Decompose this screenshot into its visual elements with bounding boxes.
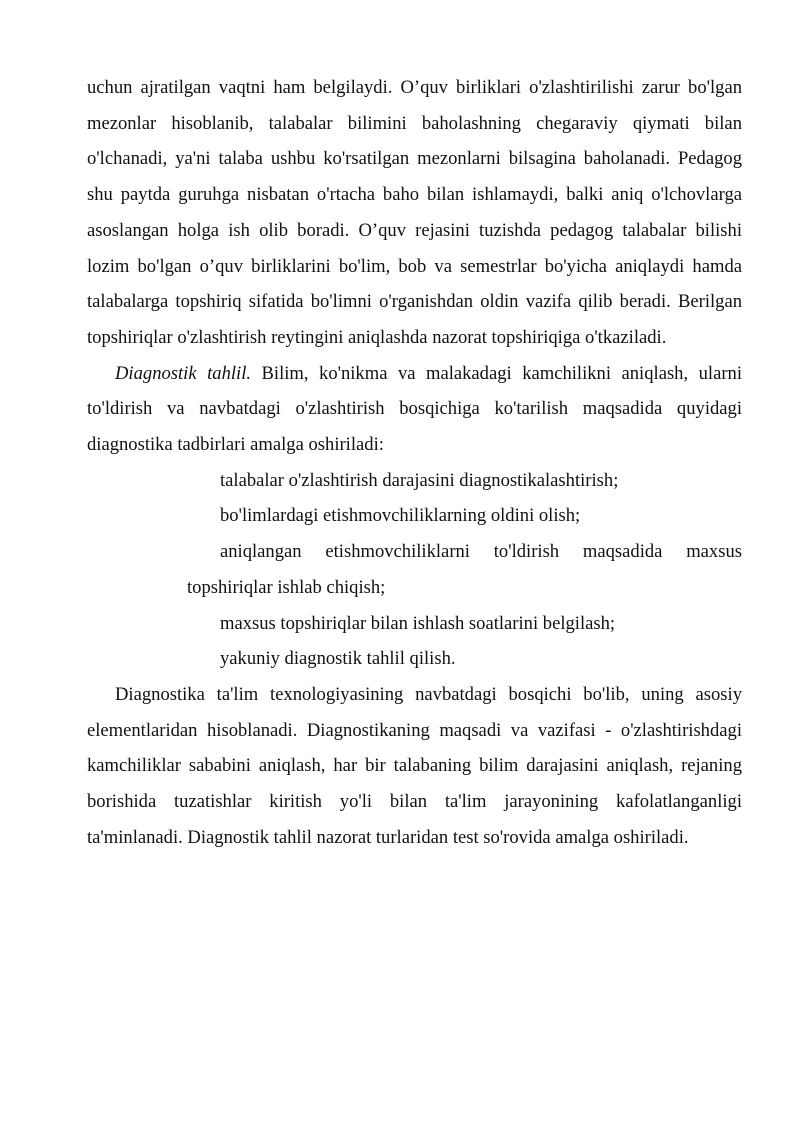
paragraph-2 — [87, 356, 742, 463]
document-page — [87, 70, 742, 855]
diagnostic-measures-list — [87, 463, 742, 677]
paragraph-3: Diagnostika ta'lim texnologiyasining navbatdagi bosqichi bo'lib, uning asosiy elementlaridan hisoblanadi. Diagnostikaning maqsadi va vazifasi - o'zlashtirishdagi kamchiliklar sababini aniqlash, har bir talabaning bilim darajasini aniqlash, rejaning borishida tuzatishlar kiritish yo'li bilan ta'lim jarayonining kafolatlanganligi ta'minlanadi. Diagnostik tahlil nazorat turlaridan test so'rovida amalga oshiriladi. — [87, 683, 742, 848]
list-item: maxsus topshiriqlar bilan ishlash soatlarini belgilash; — [220, 612, 616, 634]
paragraph-1: uchun ajratilgan vaqtni ham belgilaydi. O’quv birliklari o'zlashtirilishi zarur bo'lgan mezonlar hisoblanib, talabalar bilimini baholashning chegaraviy qiymati bilan o'lchanadi, ya'ni talaba ushbu ko'rsatilgan mezonlarni bilsagina baholanadi. Pedagog shu paytda guruhga nisbatan o'rtacha baho bilan ishlamaydi, balki aniq o'lchovlarga asoslangan holga ish olib boradi. O’quv rejasini tuzishda pedagog talabalar bilishi lozim bo'lgan o’quv birliklarini bo'lim, bob va semestrlar bo'yicha aniqlaydi hamda talabalarga topshiriq sifatida bo'limni o'rganishdan oldin vazifa qilib beradi. Berilgan topshiriqlar o'zlashtirish reytingini aniqlashda nazorat topshiriqiga o'tkaziladi. — [87, 77, 742, 348]
list-item: aniqlangan etishmovchiliklarni to'ldirish maqsadida maxsus topshiriqlar ishlab chiqish; — [187, 541, 742, 598]
list-item: yakuniy diagnostik tahlil qilish. — [220, 648, 456, 670]
list-item: bo'limlardagi etishmovchiliklarning oldini olish; — [220, 505, 581, 527]
list-item: talabalar o'zlashtirish darajasini diagnostikalashtirish; — [220, 469, 619, 491]
paragraph-2-text: Bilim, ko'nikma va malakadagi kamchilikni aniqlash, ularni to'ldirish va navbatdagi o'zlashtirish bosqichiga ko'tarilish maqsadida quyidagi diagnostika tadbirlari amalga oshiriladi: — [87, 362, 742, 456]
term-diagnostik-tahlil: Diagnostik tahlil. — [115, 362, 252, 384]
